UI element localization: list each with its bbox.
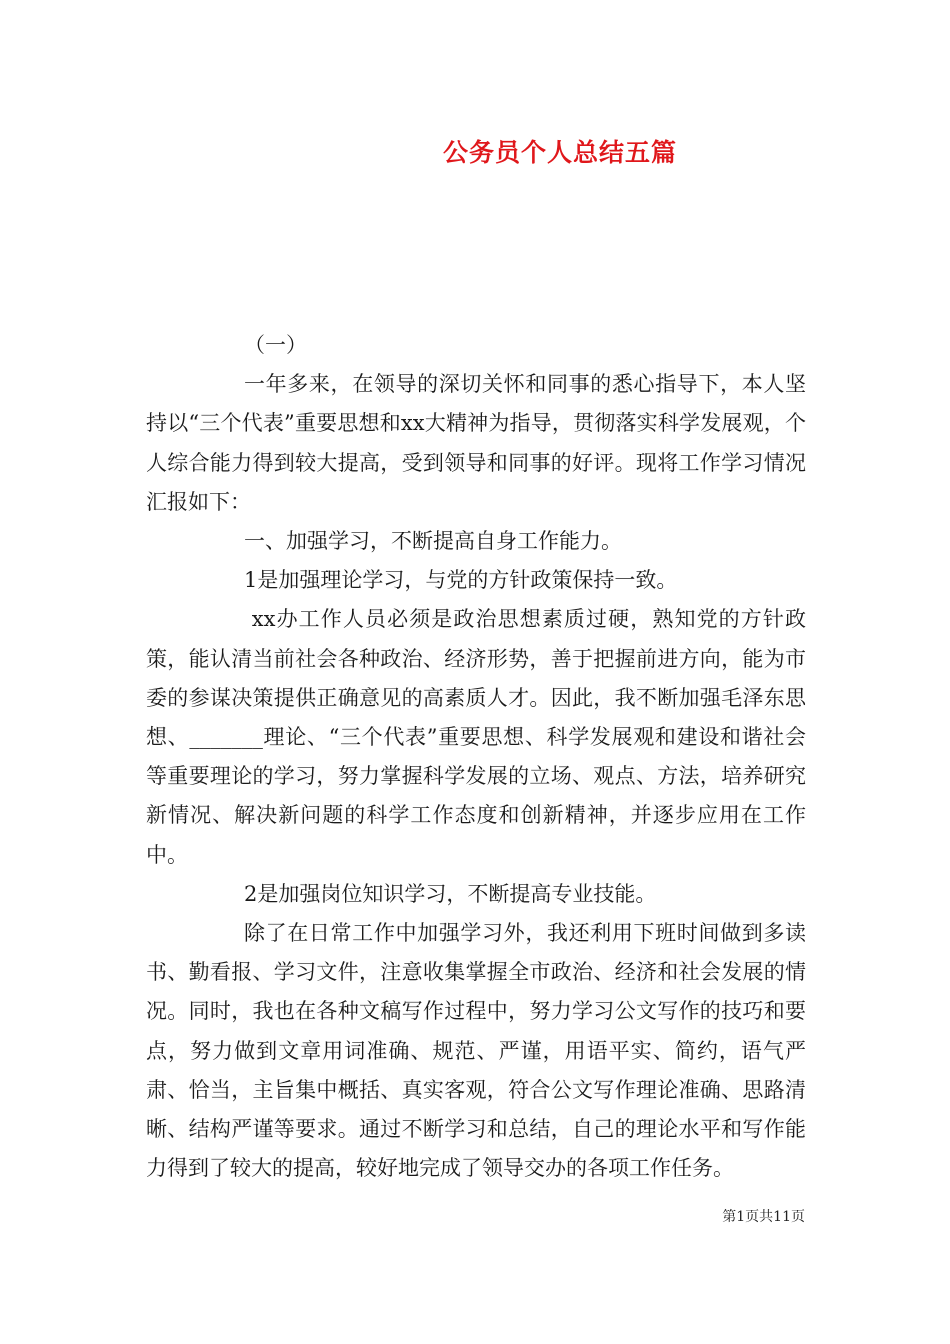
section-number: （一） (244, 333, 307, 357)
subheading-one: 1是加强理论学习，与党的方针政策保持一致。 (244, 568, 678, 593)
subheading-two: 2是加强岗位知识学习，不断提高专业技能。 (244, 881, 657, 906)
page-title: 公务员个人总结五篇 (442, 138, 677, 167)
heading-section-one: 一、加强学习，不断提高自身工作能力。 (244, 529, 622, 554)
paragraph-intro: 一年多来，在领导的深切关怀和同事的悉心指导下，本人坚持以“三个代表”重要思想和xx大精神为指导，贯彻落实科学发展观，个人综合能力得到较大提高，受到领导和同事的好评。现将工作学习情况汇报如下： (146, 372, 806, 514)
page-number-footer: 第1页共11页 (722, 1209, 805, 1225)
paragraph-skill-study: 除了在日常工作中加强学习外，我还利用下班时间做到多读书、勤看报、学习文件，注意收集掌握全市政治、经济和社会发展的情况。同时，我也在各种文稿写作过程中，努力学习公文写作的技巧和要点，努力做到文章用词准确、规范、严谨，用语平实、简约，语气严肃、恰当，主旨集中概括、真实客观，符合公文写作理论准确、思路清晰、结构严谨等要求。通过不断学习和总结，自己的理论水平和写作能力得到了较大的提高，较好地完成了领导交办的各项工作任务。 (146, 921, 806, 1181)
document-body (146, 326, 806, 1188)
paragraph-theory-study: xx办工作人员必须是政治思想素质过硬，熟知党的方针政策，能认清当前社会各种政治、经济形势，善于把握前进方向，能为市委的参谋决策提供正确意见的高素质人才。因此，我不断加强毛泽东思想、_______理论、“三个代表”重要思想、科学发展观和建设和谐社会等重要理论的学习，努力掌握科学发展的立场、观点、方法，培养研究新情况、解决新问题的科学工作态度和创新精神，并逐步应用在工作中。 (146, 607, 806, 867)
